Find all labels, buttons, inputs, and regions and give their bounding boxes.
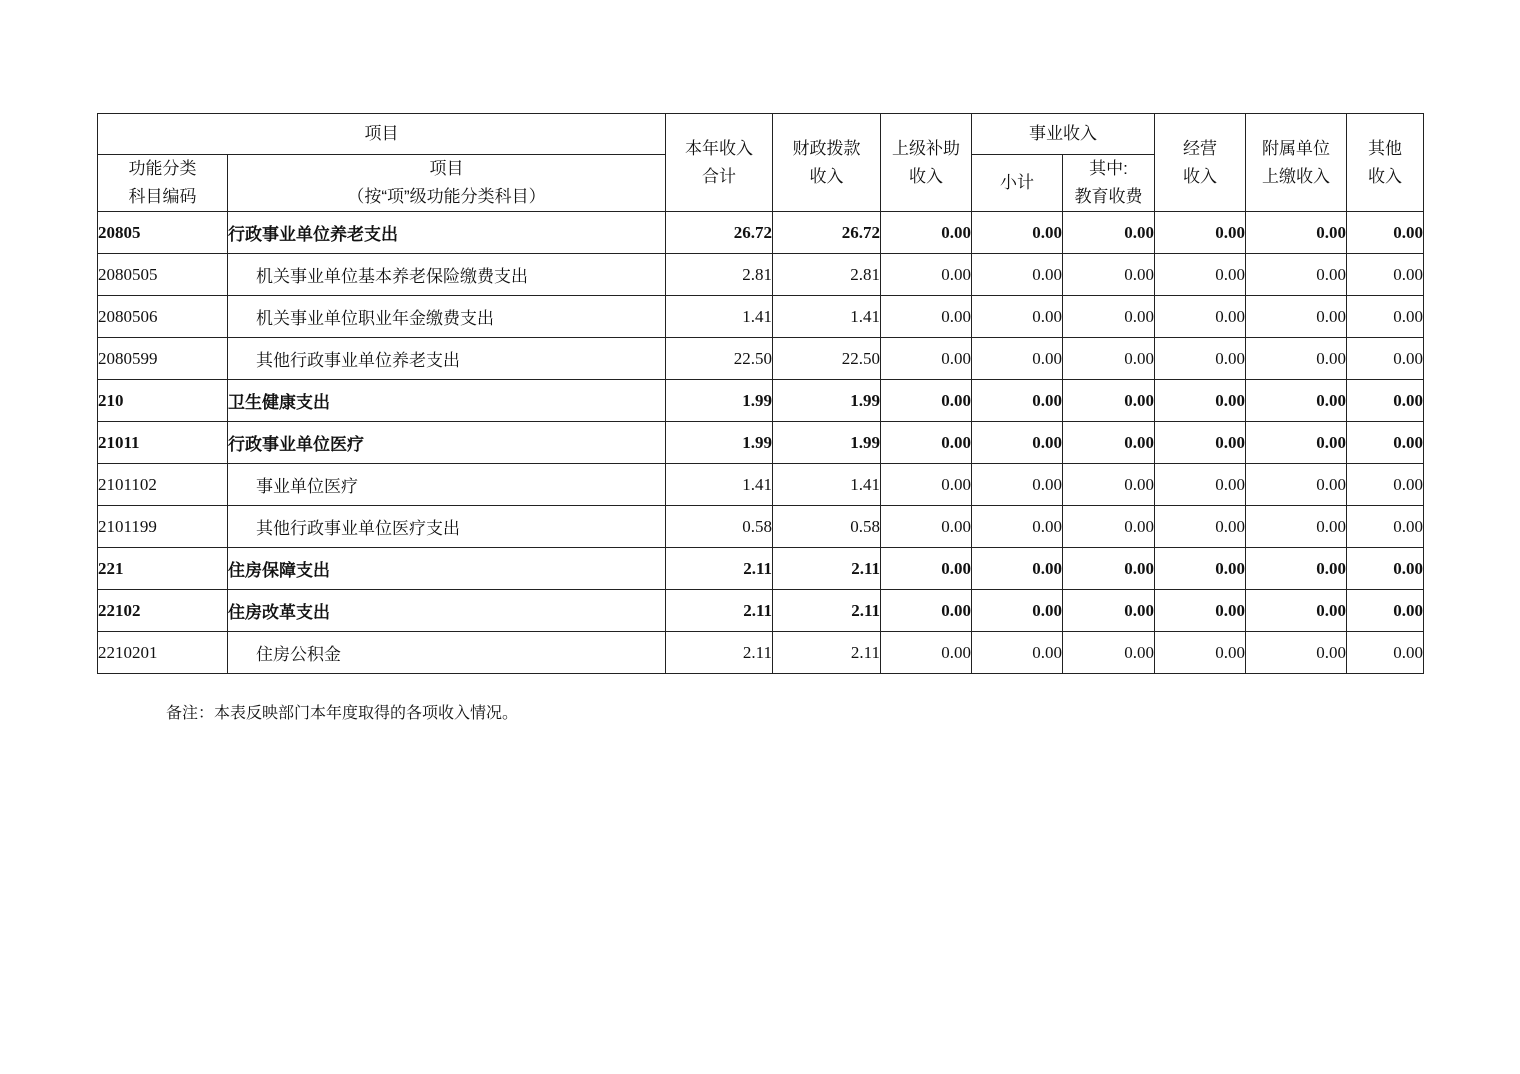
row-amount: 0.00 xyxy=(1063,464,1155,506)
header-code: 功能分类 科目编码 xyxy=(98,155,228,212)
row-amount: 0.00 xyxy=(972,422,1063,464)
row-amount: 0.00 xyxy=(1063,506,1155,548)
table-row xyxy=(98,590,1424,632)
header-operating: 经营 收入 xyxy=(1155,114,1246,212)
row-amount: 1.99 xyxy=(773,422,881,464)
row-code: 221 xyxy=(98,548,228,590)
footnote: 备注：本表反映部门本年度取得的各项收入情况。 xyxy=(166,703,519,722)
row-amount: 0.00 xyxy=(1063,632,1155,674)
row-amount: 26.72 xyxy=(666,212,773,254)
row-amount: 0.00 xyxy=(881,296,972,338)
header-business-edu: 其中: 教育收费 xyxy=(1063,155,1155,212)
table-header xyxy=(98,114,1424,212)
row-amount: 0.00 xyxy=(972,506,1063,548)
row-amount: 0.00 xyxy=(881,254,972,296)
row-amount: 0.00 xyxy=(1246,506,1347,548)
row-amount: 0.00 xyxy=(1347,296,1424,338)
row-amount: 0.00 xyxy=(1347,464,1424,506)
row-amount: 0.00 xyxy=(1063,254,1155,296)
row-amount: 22.50 xyxy=(666,338,773,380)
row-amount: 1.99 xyxy=(773,380,881,422)
row-item-name: 住房保障支出 xyxy=(228,548,666,590)
row-amount: 0.00 xyxy=(972,590,1063,632)
table-row xyxy=(98,254,1424,296)
row-amount: 1.99 xyxy=(666,422,773,464)
row-amount: 0.00 xyxy=(1155,212,1246,254)
row-code: 2080505 xyxy=(98,254,228,296)
row-amount: 0.00 xyxy=(1155,296,1246,338)
row-amount: 0.00 xyxy=(1155,254,1246,296)
row-code: 2080506 xyxy=(98,296,228,338)
table-row xyxy=(98,380,1424,422)
row-amount: 0.00 xyxy=(1246,464,1347,506)
row-amount: 0.00 xyxy=(1063,212,1155,254)
row-amount: 0.00 xyxy=(972,548,1063,590)
row-amount: 26.72 xyxy=(773,212,881,254)
row-amount: 0.00 xyxy=(1063,380,1155,422)
row-amount: 0.58 xyxy=(773,506,881,548)
header-name: 项目 （按“项”级功能分类科目） xyxy=(228,155,666,212)
row-code: 2080599 xyxy=(98,338,228,380)
row-amount: 0.00 xyxy=(1155,548,1246,590)
row-amount: 0.00 xyxy=(1347,422,1424,464)
row-amount: 0.00 xyxy=(1347,212,1424,254)
row-code: 2210201 xyxy=(98,632,228,674)
row-amount: 1.41 xyxy=(773,464,881,506)
row-item-name: 行政事业单位医疗 xyxy=(228,422,666,464)
row-amount: 0.00 xyxy=(1246,338,1347,380)
row-item-name: 行政事业单位养老支出 xyxy=(228,212,666,254)
row-amount: 2.11 xyxy=(773,632,881,674)
row-amount: 0.00 xyxy=(1063,590,1155,632)
row-amount: 0.00 xyxy=(1063,422,1155,464)
row-amount: 2.11 xyxy=(666,548,773,590)
row-item-name: 卫生健康支出 xyxy=(228,380,666,422)
row-amount: 1.41 xyxy=(773,296,881,338)
header-affiliated: 附属单位 上缴收入 xyxy=(1246,114,1347,212)
row-amount: 0.00 xyxy=(972,632,1063,674)
row-amount: 0.00 xyxy=(881,632,972,674)
row-amount: 0.00 xyxy=(881,422,972,464)
row-amount: 1.41 xyxy=(666,296,773,338)
row-amount: 0.00 xyxy=(1246,296,1347,338)
row-item-name: 其他行政事业单位养老支出 xyxy=(228,338,666,380)
row-amount: 0.00 xyxy=(1347,548,1424,590)
row-amount: 0.00 xyxy=(1155,464,1246,506)
row-amount: 0.00 xyxy=(1246,548,1347,590)
table-row xyxy=(98,506,1424,548)
row-amount: 0.00 xyxy=(1347,254,1424,296)
row-amount: 0.00 xyxy=(1347,590,1424,632)
header-fiscal: 财政拨款 收入 xyxy=(773,114,881,212)
row-amount: 0.00 xyxy=(1155,506,1246,548)
header-other: 其他 收入 xyxy=(1347,114,1424,212)
row-item-name: 事业单位医疗 xyxy=(228,464,666,506)
row-amount: 2.81 xyxy=(666,254,773,296)
header-business-subtotal: 小计 xyxy=(972,155,1063,212)
row-amount: 0.00 xyxy=(1246,422,1347,464)
row-amount: 0.00 xyxy=(1155,380,1246,422)
table-row xyxy=(98,632,1424,674)
row-amount: 0.00 xyxy=(1155,590,1246,632)
row-amount: 0.00 xyxy=(881,380,972,422)
row-amount: 0.00 xyxy=(881,212,972,254)
row-amount: 0.00 xyxy=(972,338,1063,380)
row-amount: 0.00 xyxy=(972,212,1063,254)
table-body xyxy=(98,212,1424,674)
row-amount: 2.11 xyxy=(773,590,881,632)
row-amount: 0.00 xyxy=(1155,632,1246,674)
row-code: 20805 xyxy=(98,212,228,254)
row-amount: 0.00 xyxy=(1246,632,1347,674)
row-amount: 2.11 xyxy=(666,590,773,632)
row-amount: 2.11 xyxy=(666,632,773,674)
row-amount: 0.00 xyxy=(1246,380,1347,422)
row-amount: 0.00 xyxy=(972,380,1063,422)
row-amount: 0.00 xyxy=(1246,590,1347,632)
row-amount: 0.00 xyxy=(972,254,1063,296)
table-row xyxy=(98,548,1424,590)
row-code: 210 xyxy=(98,380,228,422)
table-row xyxy=(98,212,1424,254)
row-amount: 22.50 xyxy=(773,338,881,380)
header-total: 本年收入 合计 xyxy=(666,114,773,212)
row-amount: 1.41 xyxy=(666,464,773,506)
row-amount: 0.00 xyxy=(1347,380,1424,422)
table-row xyxy=(98,464,1424,506)
row-amount: 0.00 xyxy=(1347,338,1424,380)
table-row xyxy=(98,338,1424,380)
row-amount: 2.81 xyxy=(773,254,881,296)
row-amount: 0.00 xyxy=(881,590,972,632)
row-item-name: 机关事业单位基本养老保险缴费支出 xyxy=(228,254,666,296)
row-amount: 0.00 xyxy=(1246,212,1347,254)
row-item-name: 住房公积金 xyxy=(228,632,666,674)
header-item-group: 项目 xyxy=(98,114,666,155)
header-superior: 上级补助 收入 xyxy=(881,114,972,212)
row-item-name: 住房改革支出 xyxy=(228,590,666,632)
row-amount: 0.00 xyxy=(972,464,1063,506)
row-amount: 0.00 xyxy=(1063,296,1155,338)
row-code: 2101199 xyxy=(98,506,228,548)
row-amount: 0.00 xyxy=(881,506,972,548)
row-amount: 0.00 xyxy=(1063,338,1155,380)
row-amount: 0.00 xyxy=(881,464,972,506)
row-amount: 0.00 xyxy=(1155,338,1246,380)
table-row xyxy=(98,422,1424,464)
row-amount: 1.99 xyxy=(666,380,773,422)
row-amount: 0.00 xyxy=(881,338,972,380)
row-amount: 0.00 xyxy=(1246,254,1347,296)
row-amount: 0.00 xyxy=(1347,506,1424,548)
table-row xyxy=(98,296,1424,338)
row-amount: 0.00 xyxy=(1347,632,1424,674)
row-code: 22102 xyxy=(98,590,228,632)
row-amount: 0.00 xyxy=(1155,422,1246,464)
row-code: 2101102 xyxy=(98,464,228,506)
row-amount: 2.11 xyxy=(773,548,881,590)
row-amount: 0.58 xyxy=(666,506,773,548)
row-item-name: 其他行政事业单位医疗支出 xyxy=(228,506,666,548)
row-amount: 0.00 xyxy=(972,296,1063,338)
row-code: 21011 xyxy=(98,422,228,464)
income-table xyxy=(97,113,1424,674)
row-amount: 0.00 xyxy=(1063,548,1155,590)
header-business-group: 事业收入 xyxy=(972,114,1155,155)
row-amount: 0.00 xyxy=(881,548,972,590)
row-item-name: 机关事业单位职业年金缴费支出 xyxy=(228,296,666,338)
